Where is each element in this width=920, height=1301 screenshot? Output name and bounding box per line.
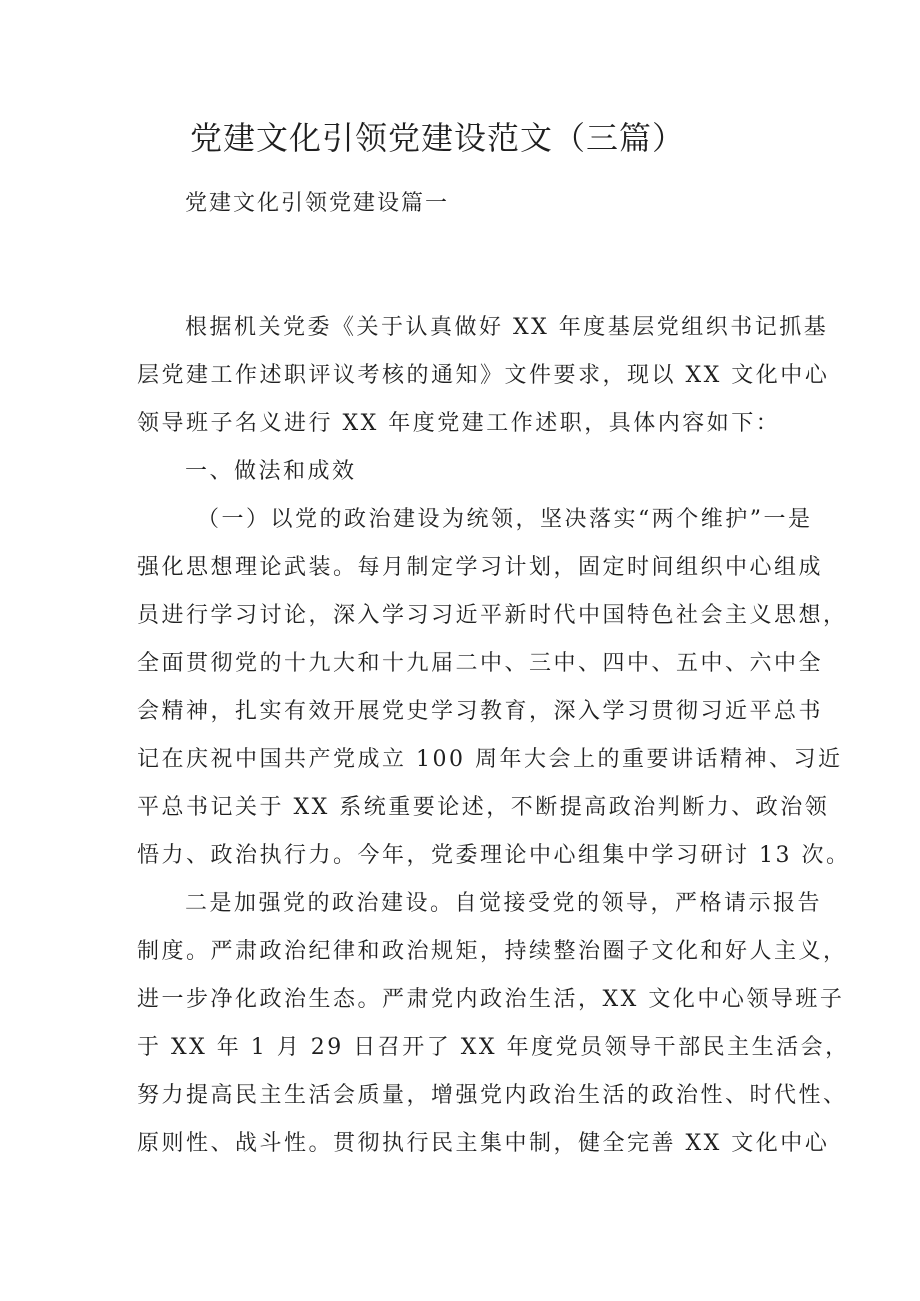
section-title: 党建文化引领党建设篇一 bbox=[185, 191, 450, 216]
paragraph-line: 原则性、战斗性。贯彻执行民主集中制，健全完善 XX 文化中心 bbox=[137, 1131, 830, 1156]
paragraph-line: 悟力、政治执行力。今年，党委理论中心组集中学习研讨 13 次。 bbox=[137, 843, 851, 868]
paragraph-line: 会精神，扎实有效开展党史学习教育，深入学习贯彻习近平总书 bbox=[137, 699, 824, 724]
document-title: 党建文化引领党建设范文（三篇） bbox=[190, 119, 686, 157]
paragraph-line: （一）以党的政治建设为统领，坚决落实“两个维护”一是 bbox=[197, 507, 813, 532]
paragraph-line: 平总书记关于 XX 系统重要论述，不断提高政治判断力、政治领 bbox=[137, 795, 830, 820]
paragraph-line: 进一步净化政治生态。严肃党内政治生活，XX 文化中心领导班子 bbox=[137, 987, 845, 1012]
paragraph-line: 全面贯彻党的十九大和十九届二中、三中、四中、五中、六中全 bbox=[137, 651, 824, 676]
paragraph-line: 层党建工作述职评议考核的通知》文件要求，现以 XX 文化中心 bbox=[137, 363, 830, 388]
heading-line: 一、做法和成效 bbox=[185, 459, 357, 484]
paragraph-line: 强化思想理论武装。每月制定学习计划，固定时间组织中心组成 bbox=[137, 555, 824, 580]
paragraph-line: 根据机关党委《关于认真做好 XX 年度基层党组织书记抓基 bbox=[185, 315, 829, 340]
paragraph-line: 领导班子名义进行 XX 年度党建工作述职，具体内容如下： bbox=[137, 411, 781, 436]
paragraph-line: 员进行学习讨论，深入学习习近平新时代中国特色社会主义思想， bbox=[137, 603, 848, 628]
paragraph-line: 二是加强党的政治建设。自觉接受党的领导，严格请示报告 bbox=[185, 891, 823, 916]
paragraph-line: 努力提高民主生活会质量，增强党内政治生活的政治性、时代性、 bbox=[137, 1083, 848, 1108]
paragraph-line: 制度。严肃政治纪律和政治规矩，持续整治圈子文化和好人主义， bbox=[137, 939, 848, 964]
paragraph-line: 记在庆祝中国共产党成立 100 周年大会上的重要讲话精神、习近 bbox=[137, 747, 843, 772]
paragraph-line: 于 XX 年 1 月 29 日召开了 XX 年度党员领导干部民主生活会， bbox=[137, 1035, 850, 1060]
